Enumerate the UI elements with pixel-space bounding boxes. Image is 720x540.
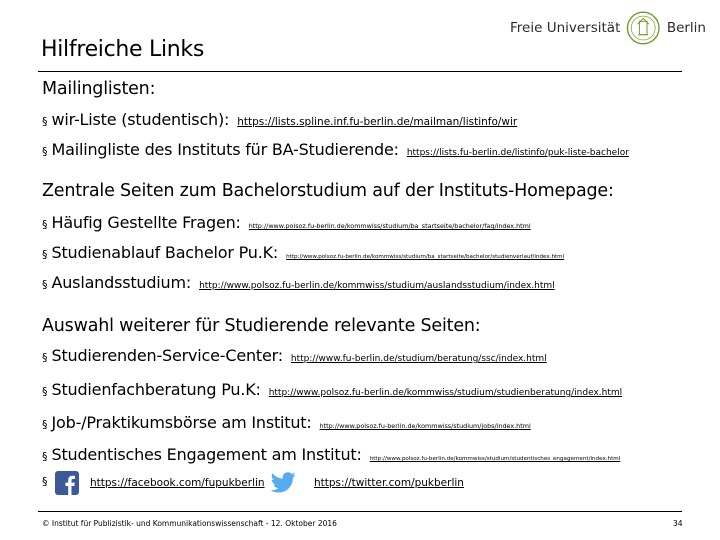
bullet: § — [42, 475, 48, 488]
bullet: § — [42, 278, 48, 291]
list-item — [42, 380, 622, 399]
link-studienverlauf[interactable]: http://www.polsoz.fu-berlin.de/kommwiss/studium/ba_startseite/bachelor/studienverlauf/index.html — [286, 254, 565, 260]
bullet: § — [42, 218, 48, 231]
bullet: § — [42, 115, 48, 128]
footer-divider — [38, 511, 682, 512]
link-jobs[interactable]: http://www.polsoz.fu-berlin.de/kommwiss/studium/jobs/index.html — [319, 422, 531, 430]
list-item — [42, 273, 555, 292]
title-divider — [38, 71, 682, 72]
link-studienberatung[interactable]: http://www.polsoz.fu-berlin.de/kommwiss/studium/studienberatung/index.html — [268, 388, 623, 398]
link-facebook[interactable]: https://facebook.com/fupukberlin — [90, 477, 265, 489]
bullet: § — [42, 385, 48, 398]
bullet: § — [42, 248, 48, 261]
university-logo — [510, 6, 706, 50]
list-item — [42, 213, 531, 232]
bullet: § — [42, 351, 48, 364]
list-item — [42, 140, 629, 159]
list-item — [42, 243, 564, 262]
section-heading-mailing: Mailinglisten: — [42, 79, 156, 99]
twitter-icon[interactable] — [270, 472, 296, 494]
item-label: Job-/Praktikumsbörse am Institut: — [51, 413, 312, 432]
logo-city: Berlin — [666, 20, 706, 36]
item-label: Häufig Gestellte Fragen: — [51, 213, 241, 232]
link-faq[interactable]: http://www.polsoz.fu-berlin.de/kommwiss/studium/ba_startseite/bachelor/faq/index.html — [248, 222, 531, 230]
item-label: Studentisches Engagement am Institut: — [51, 445, 362, 464]
page-number: 34 — [673, 519, 683, 528]
social-links — [42, 470, 562, 500]
item-label: Auslandsstudium: — [51, 273, 192, 292]
page-title: Hilfreiche Links — [41, 37, 205, 62]
item-label: Studienfachberatung Pu.K: — [51, 380, 261, 399]
list-item — [42, 346, 547, 365]
bullet: § — [42, 418, 48, 431]
list-item — [42, 413, 531, 432]
university-seal-icon — [626, 10, 660, 46]
link-wir-liste[interactable]: https://lists.spline.inf.fu-berlin.de/mailman/listinfo/wir — [237, 116, 518, 128]
facebook-icon[interactable] — [55, 471, 79, 495]
logo-name: Freie Universität — [510, 20, 621, 36]
item-label: Studienablauf Bachelor Pu.K: — [51, 243, 279, 262]
item-label: Studierenden-Service-Center: — [51, 346, 283, 365]
list-item — [42, 110, 517, 129]
link-puk-liste-bachelor[interactable]: https://lists.fu-berlin.de/listinfo/puk-liste-bachelor — [406, 148, 629, 158]
item-label: Mailingliste des Instituts für BA-Studierende: — [51, 140, 399, 159]
link-auslandsstudium[interactable]: http://www.polsoz.fu-berlin.de/kommwiss/studium/auslandsstudium/index.html — [199, 281, 555, 291]
link-engagement[interactable]: http://www.polsoz.fu-berlin.de/kommwiss/studium/studentisches_engagement/index.html — [369, 456, 621, 462]
link-ssc[interactable]: http://www.fu-berlin.de/studium/beratung/ssc/index.html — [290, 354, 547, 364]
item-label: wir-Liste (studentisch): — [51, 110, 230, 129]
footer-text: © Institut für Publizistik- und Kommunikationswissenschaft - 12. Oktober 2016 — [42, 519, 337, 528]
section-heading-further: Auswahl weiterer für Studierende relevante Seiten: — [42, 316, 481, 336]
section-heading-central: Zentrale Seiten zum Bachelorstudium auf der Instituts-Homepage: — [42, 181, 614, 201]
link-twitter[interactable]: https://twitter.com/pukberlin — [314, 477, 464, 489]
bullet: § — [42, 145, 48, 158]
bullet: § — [42, 450, 48, 463]
list-item — [42, 445, 620, 464]
